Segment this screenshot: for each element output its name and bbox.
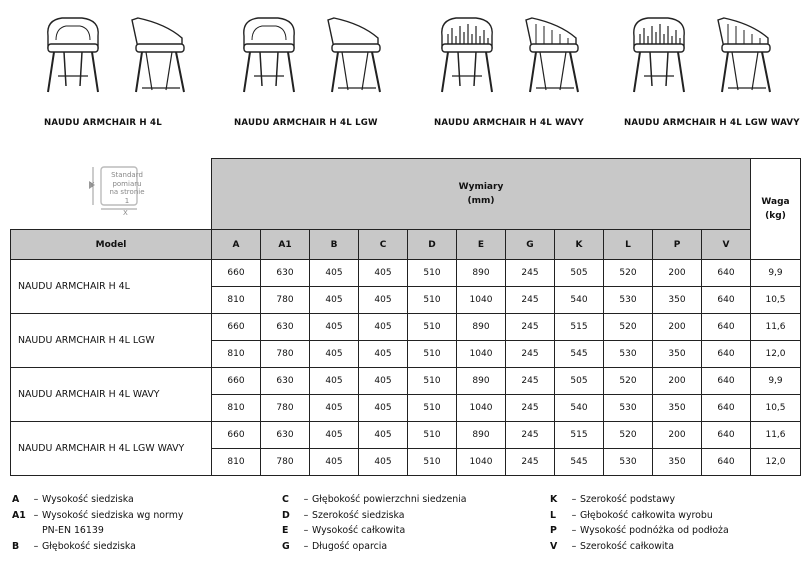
legend-item: G – Długość oparcia xyxy=(282,540,388,552)
weight-cell: 10,5 xyxy=(751,395,801,422)
dimension-cell: 530 xyxy=(604,449,653,476)
table-row xyxy=(11,314,801,341)
dimension-cell: 890 xyxy=(457,314,506,341)
dimension-cell: 520 xyxy=(604,314,653,341)
weight-cell: 11,6 xyxy=(751,422,801,449)
dimensions-table xyxy=(10,158,801,476)
product-name: NAUDU ARMCHAIR H 4L WAVY xyxy=(434,118,584,128)
dimension-cell: 505 xyxy=(555,368,604,395)
dimension-cell: 350 xyxy=(653,287,702,314)
dimension-cell: 520 xyxy=(604,260,653,287)
legend-col-2 xyxy=(282,492,467,554)
product-name: NAUDU ARMCHAIR H 4L xyxy=(44,118,162,128)
dimension-cell: 405 xyxy=(310,395,359,422)
dimension-cell: 245 xyxy=(506,395,555,422)
dimension-cell: 405 xyxy=(359,341,408,368)
column-header: A1 xyxy=(261,230,310,260)
column-header: L xyxy=(604,230,653,260)
legend-item: B – Głębokość siedziska xyxy=(12,540,136,552)
table-row xyxy=(11,260,801,287)
dimension-cell: 540 xyxy=(555,395,604,422)
dimension-cell: 630 xyxy=(261,422,310,449)
dimension-cell: 245 xyxy=(506,260,555,287)
dimension-cell: 1040 xyxy=(457,449,506,476)
chair-illustration-wavy xyxy=(436,14,596,100)
product-naudu-h4l xyxy=(18,8,218,138)
chair-illustration-wavy xyxy=(628,14,788,100)
dimension-cell: 405 xyxy=(359,287,408,314)
column-header: D xyxy=(408,230,457,260)
dimension-cell: 405 xyxy=(310,341,359,368)
dimension-cell: 510 xyxy=(408,368,457,395)
column-header: G xyxy=(506,230,555,260)
model-name-cell: NAUDU ARMCHAIR H 4L xyxy=(11,260,212,314)
table-row xyxy=(11,422,801,449)
model-name-cell: NAUDU ARMCHAIR H 4L LGW xyxy=(11,314,212,368)
legend-item-continuation: PN-EN 16139 xyxy=(42,525,104,537)
dimension-cell: 640 xyxy=(702,260,751,287)
dimension-cell: 545 xyxy=(555,449,604,476)
dimension-cell: 510 xyxy=(408,422,457,449)
dimension-cell: 640 xyxy=(702,422,751,449)
dimension-cell: 780 xyxy=(261,287,310,314)
dimension-cell: 780 xyxy=(261,341,310,368)
dimension-cell: 405 xyxy=(310,422,359,449)
dimension-cell: 515 xyxy=(555,314,604,341)
dimension-cell: 245 xyxy=(506,449,555,476)
dimension-cell: 510 xyxy=(408,341,457,368)
dimension-cell: 640 xyxy=(702,341,751,368)
dimension-cell: 405 xyxy=(359,422,408,449)
dimension-cell: 245 xyxy=(506,287,555,314)
dimension-cell: 530 xyxy=(604,341,653,368)
dimension-cell: 630 xyxy=(261,260,310,287)
dimension-cell: 660 xyxy=(212,260,261,287)
dimension-cell: 245 xyxy=(506,368,555,395)
legend-col-3 xyxy=(550,492,729,554)
legend-item: P – Wysokość podnóżka od podłoża xyxy=(550,525,729,537)
dimension-cell: 660 xyxy=(212,314,261,341)
dimension-cell: 405 xyxy=(359,260,408,287)
product-name: NAUDU ARMCHAIR H 4L LGW xyxy=(234,118,378,128)
model-header: Model xyxy=(11,230,212,260)
dimension-cell: 660 xyxy=(212,368,261,395)
weight-cell: 11,6 xyxy=(751,314,801,341)
axis-x-label: X xyxy=(123,209,128,217)
dimension-cell: 890 xyxy=(457,422,506,449)
dimension-cell: 200 xyxy=(653,422,702,449)
dimension-cell: 405 xyxy=(310,287,359,314)
dimension-cell: 200 xyxy=(653,260,702,287)
chair-illustration xyxy=(42,14,202,100)
weight-header: Waga (kg) xyxy=(751,159,801,260)
weight-cell: 10,5 xyxy=(751,287,801,314)
column-header: A xyxy=(212,230,261,260)
product-illustrations xyxy=(0,0,812,140)
dimension-cell: 530 xyxy=(604,395,653,422)
dimension-cell: 405 xyxy=(310,314,359,341)
product-naudu-h4l-lgw-wavy xyxy=(604,8,804,138)
dimension-cell: 405 xyxy=(359,449,408,476)
dimension-cell: 1040 xyxy=(457,341,506,368)
legend-col-1 xyxy=(12,492,183,554)
product-naudu-h4l-wavy xyxy=(412,8,612,138)
dimension-cell: 630 xyxy=(261,368,310,395)
legend-item: C – Głębokość powierzchni siedzenia xyxy=(282,494,467,505)
dimension-cell: 890 xyxy=(457,260,506,287)
column-header: E xyxy=(457,230,506,260)
weight-cell: 12,0 xyxy=(751,341,801,368)
dimension-cell: 780 xyxy=(261,395,310,422)
dimension-cell: 510 xyxy=(408,314,457,341)
dimension-cell: 810 xyxy=(212,341,261,368)
product-name: NAUDU ARMCHAIR H 4L LGW WAVY xyxy=(624,118,800,128)
dimension-cell: 510 xyxy=(408,287,457,314)
dimension-cell: 200 xyxy=(653,368,702,395)
dimension-cell: 510 xyxy=(408,449,457,476)
dimension-cell: 505 xyxy=(555,260,604,287)
dimension-cell: 810 xyxy=(212,449,261,476)
weight-cell: 12,0 xyxy=(751,449,801,476)
dimensions-header: Wymiary (mm) xyxy=(212,159,751,230)
column-header: V xyxy=(702,230,751,260)
column-header: K xyxy=(555,230,604,260)
dimension-cell: 405 xyxy=(359,368,408,395)
product-naudu-h4l-lgw xyxy=(214,8,414,138)
dimension-cell: 1040 xyxy=(457,287,506,314)
dimension-cell: 890 xyxy=(457,368,506,395)
dimension-cell: 405 xyxy=(359,395,408,422)
column-header: C xyxy=(359,230,408,260)
dimension-cell: 405 xyxy=(310,449,359,476)
dimension-cell: 245 xyxy=(506,314,555,341)
legend-item: L – Głębokość całkowita wyrobu xyxy=(550,509,713,521)
legend-item: V – Szerokość całkowita xyxy=(550,540,674,552)
dimension-cell: 350 xyxy=(653,395,702,422)
dimension-cell: 640 xyxy=(702,395,751,422)
model-name-cell: NAUDU ARMCHAIR H 4L LGW WAVY xyxy=(11,422,212,476)
legend-item: A1 – Wysokość siedziska wg normy xyxy=(12,509,184,521)
legend-item: E – Wysokość całkowita xyxy=(282,525,406,537)
dimension-cell: 245 xyxy=(506,422,555,449)
dimension-cell: 245 xyxy=(506,341,555,368)
dimension-cell: 405 xyxy=(310,260,359,287)
dimension-cell: 510 xyxy=(408,395,457,422)
dimension-cell: 520 xyxy=(604,422,653,449)
dimension-cell: 405 xyxy=(359,314,408,341)
dimension-cell: 200 xyxy=(653,314,702,341)
dimension-cell: 640 xyxy=(702,368,751,395)
column-header: P xyxy=(653,230,702,260)
dimension-cell: 1040 xyxy=(457,395,506,422)
dimension-cell: 640 xyxy=(702,449,751,476)
weight-cell: 9,9 xyxy=(751,368,801,395)
dimension-cell: 630 xyxy=(261,314,310,341)
dimension-cell: 640 xyxy=(702,314,751,341)
dimension-cell: 545 xyxy=(555,341,604,368)
legend-item: K – Szerokość podstawy xyxy=(550,494,676,505)
chair-illustration xyxy=(238,14,398,100)
dimension-cell: 540 xyxy=(555,287,604,314)
legend-item: D – Szerokość siedziska xyxy=(282,509,405,521)
dimension-cell: 405 xyxy=(310,368,359,395)
dimension-cell: 660 xyxy=(212,422,261,449)
measurement-standard-cell xyxy=(11,159,212,230)
dimension-cell: 810 xyxy=(212,287,261,314)
dimension-cell: 640 xyxy=(702,287,751,314)
table-row xyxy=(11,368,801,395)
dimension-cell: 530 xyxy=(604,287,653,314)
dimension-cell: 510 xyxy=(408,260,457,287)
dimension-cell: 350 xyxy=(653,341,702,368)
measurement-standard-note: Standard pomiaru na stronie 1 xyxy=(109,171,145,205)
dimension-cell: 515 xyxy=(555,422,604,449)
axis-y-label: Y xyxy=(90,181,95,189)
dimension-cell: 780 xyxy=(261,449,310,476)
dimension-cell: 350 xyxy=(653,449,702,476)
weight-cell: 9,9 xyxy=(751,260,801,287)
legend-item: A – Wysokość siedziska xyxy=(12,494,134,505)
dimension-cell: 810 xyxy=(212,395,261,422)
column-header: B xyxy=(310,230,359,260)
model-name-cell: NAUDU ARMCHAIR H 4L WAVY xyxy=(11,368,212,422)
dimension-cell: 520 xyxy=(604,368,653,395)
